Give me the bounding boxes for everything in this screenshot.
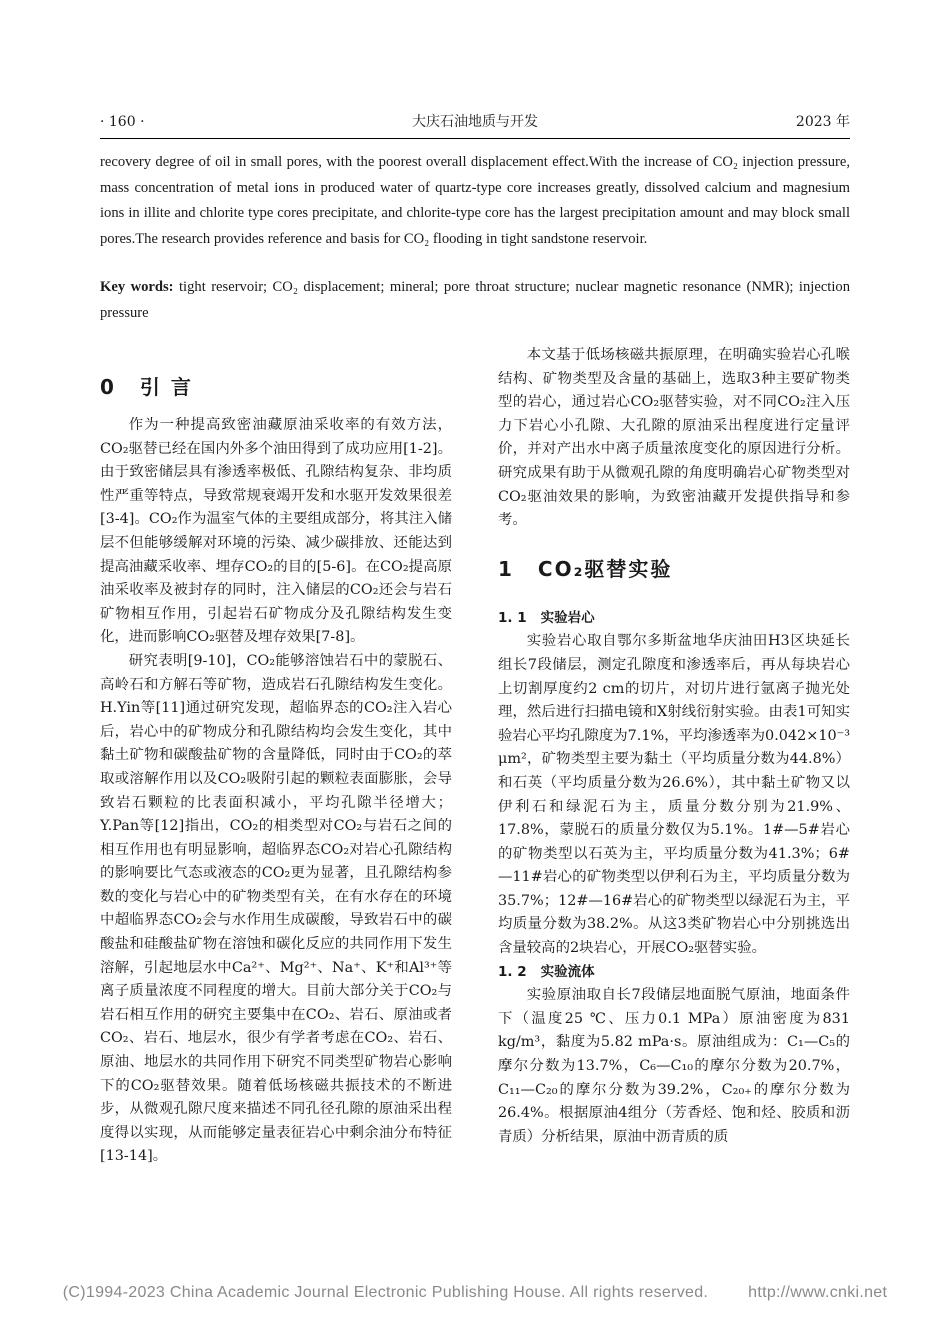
header-rule [100,138,850,139]
section-heading-intro [100,362,452,414]
intro-paragraph-1: 作为一种提高致密油藏原油采收率的有效方法，CO₂驱替已经在国内外多个油田得到了成功应用[1-2]。由于致密储层具有渗透率极低、孔隙结构复杂、非均质性严重等特点，导致常规衰竭开发和水驱开发效果很差[3-4]。CO₂作为温室气体的主要组成部分，将其注入储层不但能够缓解对环境的污染、减少碳排放、还能达到提高油藏采收率、埋存CO₂的目的[5-6]。在CO₂提高原油采收率及被封存的同时，注入储层的CO₂还会与岩石矿物相互作用，引起岩石矿物成分及孔隙结构发生变化，进而影响CO₂驱替及埋存效果[7-8]。 [100,417,452,646]
running-header [100,112,850,138]
right-column [498,344,850,1149]
intro-paragraph-2: 研究表明[9-10]，CO₂能够溶蚀岩石中的蒙脱石、高岭石和方解石等矿物，造成岩石孔隙结构发生变化。H.Yin等[11]通过研究发现，超临界态的CO₂注入岩心后，岩心中的矿物成分和孔隙结构均会发生变化，其中黏土矿物和碳酸盐矿物的含量降低，同时由于CO₂的萃取或溶解作用以及CO₂吸附引起的颗粒表面膨胀，会导致岩石颗粒的比表面积减小，平均孔隙半径增大；Y.Pan等[12]指出，CO₂的相类型对CO₂与岩石之间的相互作用也有明显影响，超临界态CO₂对岩心孔隙结构的影响要比气态或液态的CO₂更为显著，且孔隙结构参数的变化与岩心中的矿物类型有关，在有水存在的环境中超临界态CO₂会与水作用生成碳酸，导致岩石中的碳酸盐和硅酸盐矿物在溶蚀和碳化反应的共同作用下发生溶解，引起地层水中Ca²⁺、Mg²⁺、Na⁺、K⁺和Al³⁺等离子质量浓度不同程度的增大。目前大部分关于CO₂与岩石相互作用的研究主要集中在CO₂、岩石、原油或者CO₂、岩石、地层水，很少有学者考虑在CO₂、岩石、原油、地层水的共同作用下研究不同类型矿物岩心影响下的CO₂驱替效果。随着低场核磁共振技术的不断进步，从微观孔隙尺度来描述不同孔径孔隙的原油采出程度得以实现，从而能够定量表征岩心中剩余油分布特征[13-14]。 [100,652,452,1165]
copyright-footer [8,1284,942,1302]
subsection-heading-fluids [498,961,850,985]
footer-url: http://www.cnki.net [748,1284,888,1301]
publication-year: 2023 年 [795,114,850,130]
abstract-text: recovery degree of oil in small pores, with the poorest overall displacement effect.With the increase of CO₂ injection pressure, mass concentration of metal ions in produced water of quartz-type core increases greatly, dissolved calcium and magnesium ions in illite and chlorite type cores precipitate, and chlorite-type core has the largest precipitation amount and may block small pores.The research provides reference and basis for CO₂ flooding in tight sandstone reservoir. [100,154,850,247]
subsection-title: 实验岩心 [540,609,595,626]
publisher-notice: (C)1994-2023 China Academic Journal Electronic Publishing House. All rights reserved. [62,1284,709,1301]
subsection-heading-cores [498,607,850,631]
subsection-title: 实验流体 [540,963,595,980]
section-number: 0 [100,375,116,399]
keywords-text: tight reservoir; CO₂ displacement; mineral; pore throat structure; nuclear magnetic resonance (NMR); injection pressure [100,279,850,321]
intro-paragraph-3: 本文基于低场核磁共振原理，在明确实验岩心孔喉结构、矿物类型及含量的基础上，选取3种主要矿物类型的岩心，通过岩心CO₂驱替实验，对不同CO₂注入压力下岩心小孔隙、大孔隙的原油采出程度进行定量评价，并对产出水中离子质量浓度变化的原因进行分析。研究成果有助于从微观孔隙的角度明确岩心矿物类型对CO₂驱油效果的影响，为致密油藏开发提供指导和参考。 [498,347,850,529]
section-title: CO₂驱替实验 [537,556,673,581]
section-heading-co2 [498,545,850,593]
keywords [100,275,850,326]
section-number: 1 [498,556,514,581]
page-number: · 160 · [100,114,145,130]
section-title: 引 言 [139,375,193,399]
fluids-paragraph: 实验原油取自长7段储层地面脱气原油，地面条件下（温度25 ℃、压力0.1 MPa）原油密度为831 kg/m³，黏度为5.82 mPa·s。原油组成为：C₁—C₅的摩尔分数为13.7%，C₆—C₁₀的摩尔分数为20.7%，C₁₁—C₂₀的摩尔分数为39.2%，C₂₀₊的摩尔分数为26.4%。根据原油4组分（芳香烃、饱和烃、胶质和沥青质）分析结果，原油中沥青质的质 [498,987,850,1145]
cores-paragraph: 实验岩心取自鄂尔多斯盆地华庆油田H3区块延长组长7段储层，测定孔隙度和渗透率后，再从每块岩心上切割厚度约2 cm的切片，对切片进行氩离子抛光处理，然后进行扫描电镜和X射线衍射实验。由表1可知实验岩心平均孔隙度为7.1%，平均渗透率为0.042×10⁻³ μm²，矿物类型主要为黏土（平均质量分数为44.8%）和石英（平均质量分数为26.6%），其中黏土矿物又以伊利石和绿泥石为主，质量分数分别为21.9%、17.8%，蒙脱石的质量分数仅为5.1%。1#—5#岩心的矿物类型以石英为主，平均质量分数为41.3%；6#—11#岩心的矿物类型以伊利石为主，平均质量分数为35.7%；12#—16#岩心的矿物类型以绿泥石为主，平均质量分数为38.2%。从这3类矿物岩心中分别挑选出含量较高的2块岩心，开展CO₂驱替实验。 [498,633,850,957]
subsection-number: 1. 1 [498,609,527,626]
journal-name: 大庆石油地质与开发 [412,114,538,130]
left-column [100,362,452,1169]
abstract-continuation [100,150,850,252]
subsection-number: 1. 2 [498,963,527,980]
keywords-label: Key words: [100,279,174,295]
